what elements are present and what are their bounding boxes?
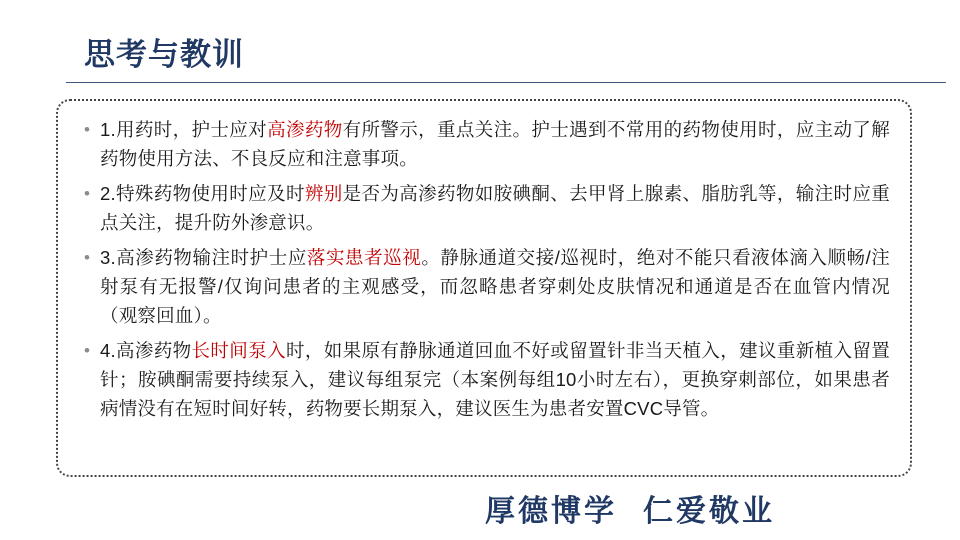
bullet-text: [100, 179, 890, 237]
footer-left-text: 厚德博学: [485, 495, 617, 528]
bullet-segment-highlight: 落实患者巡视: [306, 247, 422, 268]
bullet-icon: •: [84, 341, 90, 360]
bullet-icon: •: [84, 248, 90, 267]
bullet-segment: 有所警示，重点关注。护士遇到不常用的药物使用时，应主动了解药物使用方法、不良反应和注意事项。: [100, 119, 890, 169]
list-item: [74, 179, 890, 237]
bullet-segment: 4.高渗药物: [100, 340, 192, 361]
list-item: [74, 115, 890, 173]
list-item: [74, 336, 890, 423]
bullet-text: [100, 243, 890, 330]
bullet-segment-highlight: 长时间泵入: [191, 340, 286, 361]
list-item: [74, 243, 890, 330]
bullet-icon: •: [84, 184, 90, 203]
title-divider: [66, 82, 946, 83]
bullet-icon: •: [84, 120, 90, 139]
bullet-segment: 。静脉通道交接/巡视时，绝对不能只看液体滴入顺畅/注射泵有无报警/仅询问患者的主观感受，而忽略患者穿刺处皮肤情况和通道是否在血管内情况（观察回血）。: [100, 247, 891, 326]
content-box: [56, 99, 912, 477]
bullet-text: [100, 115, 890, 173]
bullet-text: [100, 336, 890, 423]
bullet-segment: 是否为高渗药物如胺碘酮、去甲肾上腺素、脂肪乳等，输注时应重点关注，提升防外渗意识。: [100, 183, 890, 233]
slide-footer: [0, 486, 960, 530]
bullet-segment: 时，如果原有静脉通道回血不好或留置针非当天植入，建议重新植入留置针；胺碘酮需要持续泵入，建议每组泵完（本案例每组10小时左右），更换穿刺部位，如果患者病情没有在短时间好转，药物要长期泵入，建议医生为患者安置CVC导管。: [100, 340, 890, 419]
bullet-segment-highlight: 辨别: [304, 183, 343, 204]
bullet-segment-highlight: 高渗药物: [267, 119, 343, 140]
footer-right-text: 仁爱敬业: [643, 495, 775, 528]
page-title: 思考与教训: [84, 37, 244, 72]
bullet-segment: 3.高渗药物输注时护士应: [100, 247, 307, 268]
bullet-segment: 2.特殊药物使用时应及时: [100, 183, 305, 204]
bullet-segment: 1.用药时，护士应对: [100, 119, 268, 140]
